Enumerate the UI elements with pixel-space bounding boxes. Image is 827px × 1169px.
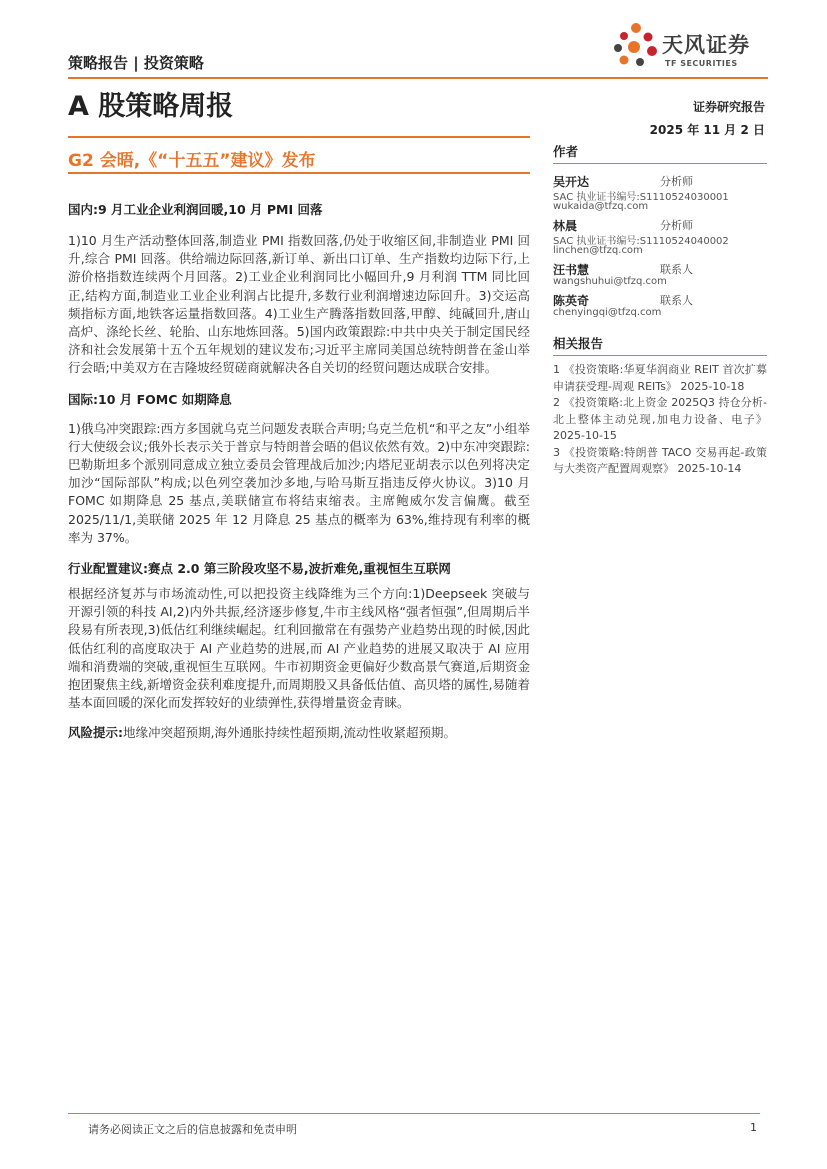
- author-card: [553, 292, 767, 323]
- company-logo: [612, 20, 772, 76]
- section-heading: 国际:10 月 FOMC 如期降息: [68, 391, 232, 407]
- report-type: 证券研究报告: [692, 100, 765, 114]
- author-email[interactable]: linchen@tfzq.com: [553, 245, 643, 256]
- author-cert: SAC 执业证书编号:S1110524030001: [553, 192, 729, 203]
- section-industry: [68, 559, 530, 712]
- author-email[interactable]: chenyingqi@tfzq.com: [553, 307, 662, 318]
- section-body: 1)俄乌冲突跟踪:西方多国就乌克兰问题发表联合声明;乌克兰危机“和平之友”小组举行大使级会议;俄外长表示关于普京与特朗普会晤的倡议依然有效。2)中东冲突跟踪:巴勒斯坦多个派别同意成立独立委员会管理战后加沙;内塔尼亚胡表示以色列将决定加沙“国际部队”构成;以色列空袭加沙多地,与哈马斯互指违反停火协议。3)10 月 FOMC 如期降息 25 基点,美联储宣布将结束缩表。主席鲍威尔发言偏鹰。截至 2025/11/1,美联储 2025 年 12 月降息 25 基点的概率为 63%,维持现有利率的概率为 37%。: [68, 420, 530, 545]
- author-email[interactable]: wukaida@tfzq.com: [553, 201, 649, 212]
- logo-text-en: TF SECURITIES: [665, 59, 738, 68]
- related-report-item[interactable]: 2 《投资策略:北上资金 2025Q3 持仓分析-北上整体主动兑现,加电力设备、电子》2025-10-15: [553, 396, 767, 442]
- author-name: 陈英奇: [553, 294, 590, 308]
- footer-disclaimer: 请务必阅读正文之后的信息披露和免责申明: [88, 1123, 297, 1136]
- author-card: [553, 261, 767, 292]
- author-name: 汪书慧: [553, 263, 590, 277]
- section-body: 1)10 月生产活动整体回落,制造业 PMI 指数回落,仍处于收缩区间,非制造业 PMI 回升,综合 PMI 回落。供给端边际回落,新订单、新出口订单、生产指数均边际下行,上游价格指数连续两个月回落。2)工业企业利润同比小幅回升,9 月利润 TTM 同比回正,结构方面,制造业工业企业利润占比提升,多数行业利润增速边际回升。3)交运高频指标方面,地铁客运量指数回落。4)工业生产腾落指数回落,甲醇、纯碱回升,唐山高炉、涤纶长丝、轮胎、山东地炼回落。5)国内政策跟踪:中共中央关于制定国民经济和社会发展第十五个五年规划的建议发布;习近平主席同美国总统特朗普在釜山举行会晤;中美双方在吉隆坡经贸磋商就解决各自关切的经贸问题达成联合安排。: [68, 233, 530, 376]
- related-report-item[interactable]: 3 《投资策略:特朗普 TACO 交易再起-政策与大类资产配置周观察》 2025-10-14: [553, 445, 767, 475]
- author-card: [553, 217, 767, 261]
- author-email[interactable]: wangshuhui@tfzq.com: [553, 276, 667, 287]
- main-content: [68, 200, 530, 742]
- author-role: 分析师: [660, 175, 693, 188]
- section-body: 根据经济复苏与市场流动性,可以把投资主线降维为三个方向:1)Deepseek 突破与开源引领的科技 AI,2)内外共振,经济逐步修复,牛市主线风格“强者恒强”,但周期后半段易有所表现,3)低估红利继续崛起。红利回撤常在有强势产业趋势出现的时候,因此低估红利的高度取决于 AI 产业趋势的进展,而 AI 产业趋势的进展又取决于 AI 应用端和消费端的突破,重视恒生互联网。牛市初期资金更偏好少数高景气赛道,后期资金抱团聚焦主线,新增资金获利难度提升,而周期股又具备低估值、高贝塔的属性,易随着基本面回暖的深化而发挥较好的业绩弹性,获得增量资金青睐。: [68, 586, 530, 711]
- page-number: 1: [750, 1121, 757, 1134]
- author-role: 联系人: [660, 294, 693, 307]
- page-title: A 股策略周报: [68, 91, 234, 122]
- footer-rule: [68, 1113, 760, 1114]
- risk-warning: [68, 724, 530, 742]
- related-heading: 相关报告: [553, 336, 604, 351]
- related-report-item[interactable]: 1 《投资策略:华夏华润商业 REIT 首次扩募申请获受理-周观 REITs》 2025-10-18: [553, 363, 767, 393]
- report-date: 2025 年 11 月 2 日: [649, 123, 765, 137]
- section-heading: 行业配置建议:赛点 2.0 第三阶段攻坚不易,波折难免,重视恒生互联网: [68, 561, 451, 577]
- author-role: 联系人: [660, 263, 693, 276]
- author-role: 分析师: [660, 219, 693, 232]
- related-reports-list: [553, 362, 767, 478]
- logo-text-cn: 天风证券: [662, 33, 750, 57]
- header-rule: [68, 77, 768, 79]
- report-category: 策略报告 | 投资策略: [68, 54, 204, 72]
- subtitle-top-rule: [68, 136, 530, 138]
- logo-mark-icon: [612, 20, 662, 76]
- sidebar: [553, 140, 767, 478]
- risk-label: 风险提示:: [68, 725, 123, 741]
- subtitle-bottom-rule: [68, 172, 530, 174]
- author-name: 吴开达: [553, 175, 590, 189]
- author-cert: SAC 执业证书编号:S1110524040002: [553, 236, 729, 247]
- report-subtitle: G2 会晤,《“十五五”建议》发布: [68, 151, 316, 171]
- author-name: 林晨: [553, 219, 578, 233]
- authors-heading: 作者: [553, 144, 579, 159]
- section-domestic: [68, 200, 530, 378]
- section-heading: 国内:9 月工业企业利润回暖,10 月 PMI 回落: [68, 202, 323, 217]
- risk-text: 地缘冲突超预期,海外通胀持续性超预期,流动性收紧超预期。: [123, 725, 456, 741]
- section-international: [68, 390, 530, 547]
- author-card: [553, 173, 767, 217]
